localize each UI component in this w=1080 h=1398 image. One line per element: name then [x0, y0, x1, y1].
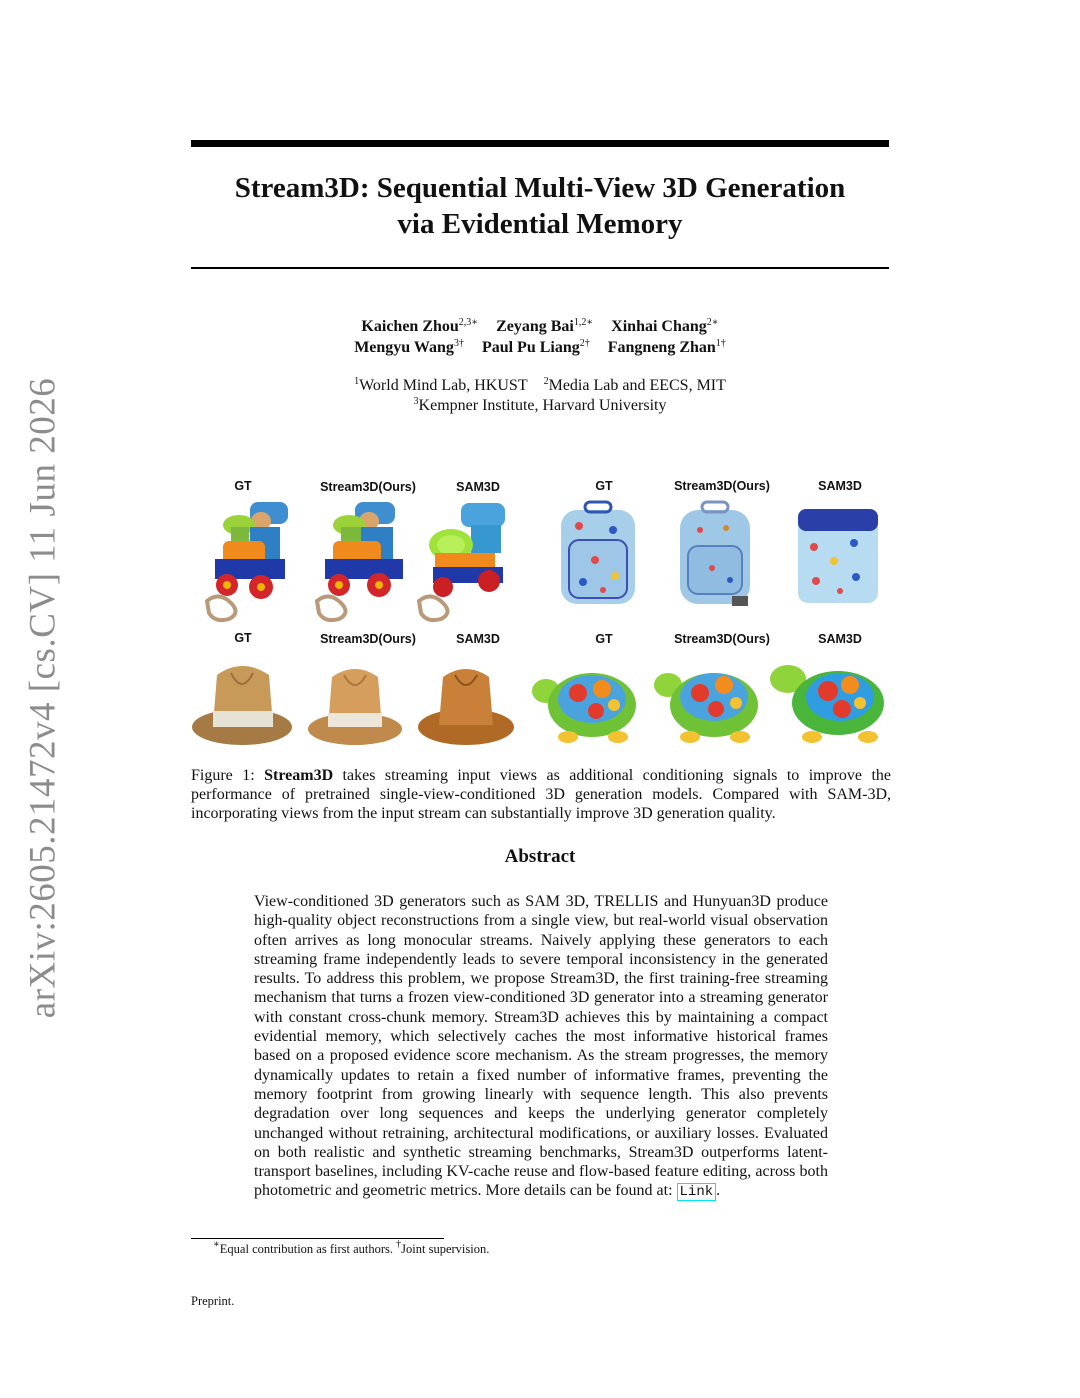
- hat-ours-image: [306, 657, 404, 747]
- figure-label: SAM3D: [456, 632, 500, 646]
- author: Fangneng Zhan$^{1\dagger}$: [607, 338, 726, 356]
- toy-train-ours-image: [313, 497, 418, 625]
- abstract-link[interactable]: Link: [677, 1183, 717, 1201]
- author-row-2: [191, 337, 889, 358]
- affiliations: [191, 376, 889, 416]
- toy-train-gt-image: [195, 497, 300, 625]
- footnote-rule: [191, 1238, 444, 1239]
- author: Xinhai Chang$^{2∗}$: [611, 317, 719, 335]
- affiliation-row-1: [191, 376, 889, 396]
- backpack-ours-image: [672, 500, 758, 610]
- turtle-sam3d-image: [768, 655, 888, 747]
- figure-label: Stream3D(Ours): [320, 480, 416, 494]
- paper-title: [191, 170, 889, 242]
- figure-label: GT: [595, 632, 613, 646]
- figure-label: GT: [595, 479, 613, 493]
- affiliation: $^1$World Mind Lab, HKUST: [354, 376, 528, 394]
- affiliation-row-2: [191, 396, 889, 416]
- toy-train-sam3d-image: [413, 497, 518, 625]
- affiliation: $^2$Media Lab and EECS, MIT: [543, 376, 726, 394]
- arxiv-side-stamp: arXiv:2605.21472v4 [cs.CV] 11 Jun 2026: [22, 377, 64, 1019]
- affiliation: $^3$Kempner Institute, Harvard University: [413, 396, 667, 414]
- footnote: ∗Equal contribution as first authors. †Joint supervision.: [213, 1239, 490, 1256]
- turtle-ours-image: [652, 655, 762, 747]
- figure-label: Stream3D(Ours): [320, 632, 416, 646]
- backpack-gt-image: [555, 500, 641, 610]
- author: Paul Pu Liang$^{2\dagger}$: [481, 338, 590, 356]
- title-line-1: Stream3D: Sequential Multi-View 3D Generation: [234, 172, 846, 204]
- figure-label: GT: [234, 479, 252, 493]
- author-row-1: [191, 316, 889, 337]
- figure-label: Stream3D(Ours): [674, 479, 770, 493]
- figure-label: SAM3D: [818, 479, 862, 493]
- abstract-body: View-conditioned 3D generators such as SAM 3D, TRELLIS and Hunyuan3D produce high-quality object reconstructions from a single view, but real-world visual observation often arrives as long monocular streams. Naively applying these generators to each streaming frame independently leads to severe temporal inconsistency in the generated results. To address this problem, we propose Stream3D, the first training-free streaming mechanism that turns a frozen view-conditioned 3D generator into a streaming generator with constant cross-chunk memory. Stream3D achieves this by maintaining a compact evidential memory, which selectively caches the most informative historical frames based on a proposed evidence score mechanism. As the stream progresses, the memory dynamically updates to retain a fixed number of informative frames, preventing the memory footprint from growing linearly with sequence length. This also prevents degradation over long sequences and keeps the underlying generator completely unchanged without retraining, architectural modifications, or auxiliary losses. Evaluated on both realistic and synthetic streaming benchmarks, Stream3D outperforms latent-transport baselines, including KV-cache reuse and flow-based feature editing, across both photometric and geometric metrics. More details can be found at: Link .: [254, 893, 828, 1201]
- figure-label: Stream3D(Ours): [674, 632, 770, 646]
- backpack-sam3d-image: [794, 503, 882, 608]
- title-bottom-rule: [191, 267, 889, 269]
- hat-sam3d-image: [417, 657, 515, 747]
- figure-caption: Figure 1: Stream3D takes streaming input views as additional conditioning signals to improve the performance of pretrained single-view-conditioned 3D generation models. Compared with SAM-3D, incorporating views from the input stream can substantially improve 3D generation quality.: [191, 767, 892, 822]
- preprint-note: Preprint.: [191, 1294, 235, 1308]
- title-line-2: via Evidential Memory: [397, 208, 683, 240]
- title-top-rule: [191, 140, 889, 147]
- figure-label: SAM3D: [818, 632, 862, 646]
- author-list: [191, 316, 889, 358]
- abstract-heading: Abstract: [504, 846, 576, 867]
- author: Zeyang Bai$^{1,2∗}$: [496, 317, 594, 335]
- author: Kaichen Zhou$^{2,3∗}$: [361, 317, 479, 335]
- author: Mengyu Wang$^{3\dagger}$: [354, 338, 464, 356]
- turtle-gt-image: [530, 655, 640, 747]
- figure-label: SAM3D: [456, 480, 500, 494]
- figure-label: GT: [234, 631, 252, 645]
- hat-gt-image: [191, 655, 294, 747]
